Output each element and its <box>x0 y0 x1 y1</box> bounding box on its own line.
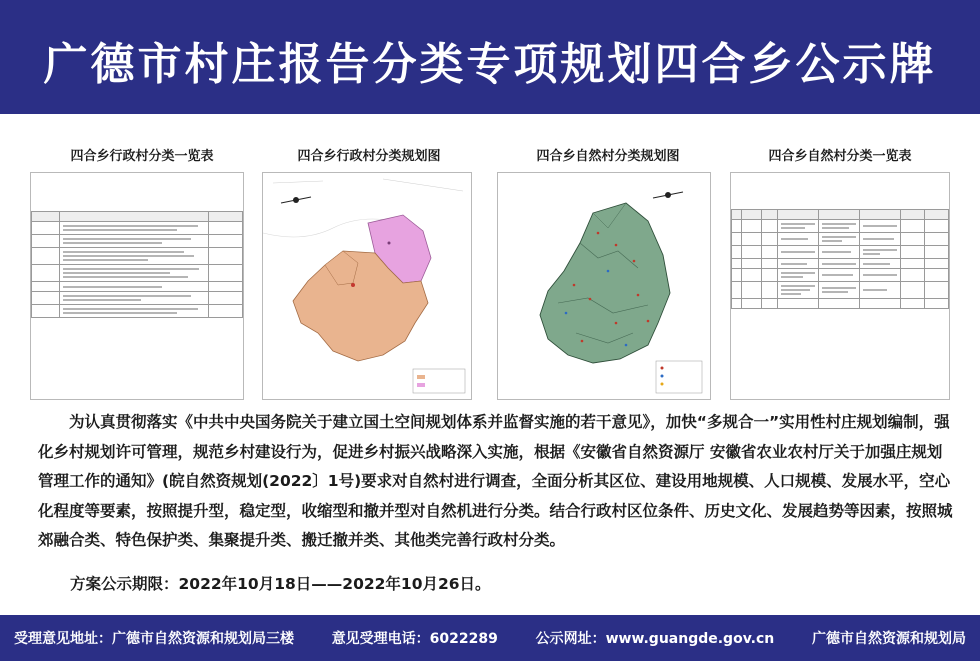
footer-website[interactable]: 公示网址：www.guangde.gov.cn <box>535 631 775 647</box>
map-legend <box>413 369 465 393</box>
admin-map-graphic <box>263 173 471 399</box>
admin-list-title: 四合乡行政村分类一览表 <box>70 149 214 164</box>
natural-map-graphic <box>498 173 710 399</box>
natural-table-graphic <box>731 209 949 309</box>
admin-village-map <box>262 172 472 400</box>
natural-village-table <box>730 172 950 400</box>
notice-paragraph: 为认真贯彻落实《中共中央国务院关于建立国土空间规划体系并监督实施的若干意见》，加快“多规合一”实用性村庄规划编制，强化乡村规划许可管理，规范乡村建设行为，促进乡村振兴战略深入实施，根据《安徽省自然资源厅 安徽省农业农村厅关于加强庄规划管理工作的通知》(皖自然资规划(2022〕1号)要求对自然村进行调查，全面分析其区位、建设用地规模、人口规模、发展水平，空心化程度等要素，按照提升型，稳定型，收缩型和撤并型对自然机进行分类。结合行政村区位条件、历史文化、发展趋势等因素，按照城郊融合类、特色保护类、集聚提升类、搬迁撤并类、其他类完善行政村分类。 <box>38 413 953 549</box>
natural-map-title: 四合乡自然村分类规划图 <box>536 149 680 164</box>
admin-map-title: 四合乡行政村分类规划图 <box>297 149 441 164</box>
natural-list-title: 四合乡自然村分类一览表 <box>768 149 912 164</box>
page-title: 广德市村庄报告分类专项规划四合乡公示牌 <box>43 39 937 90</box>
header-banner <box>0 0 980 118</box>
admin-table-graphic <box>31 211 243 318</box>
footer-address: 受理意见地址：广德市自然资源和规划局三楼 <box>14 631 294 647</box>
footer-org: 广德市自然资源和规划局 <box>811 631 966 647</box>
notice-period: 方案公示期限：2022年10月18日——2022年10月26日。 <box>70 575 491 593</box>
admin-village-table <box>30 172 244 400</box>
footer-banner <box>0 615 980 661</box>
natural-village-map <box>497 172 711 400</box>
footer-phone: 意见受理电话：6022289 <box>331 631 498 647</box>
